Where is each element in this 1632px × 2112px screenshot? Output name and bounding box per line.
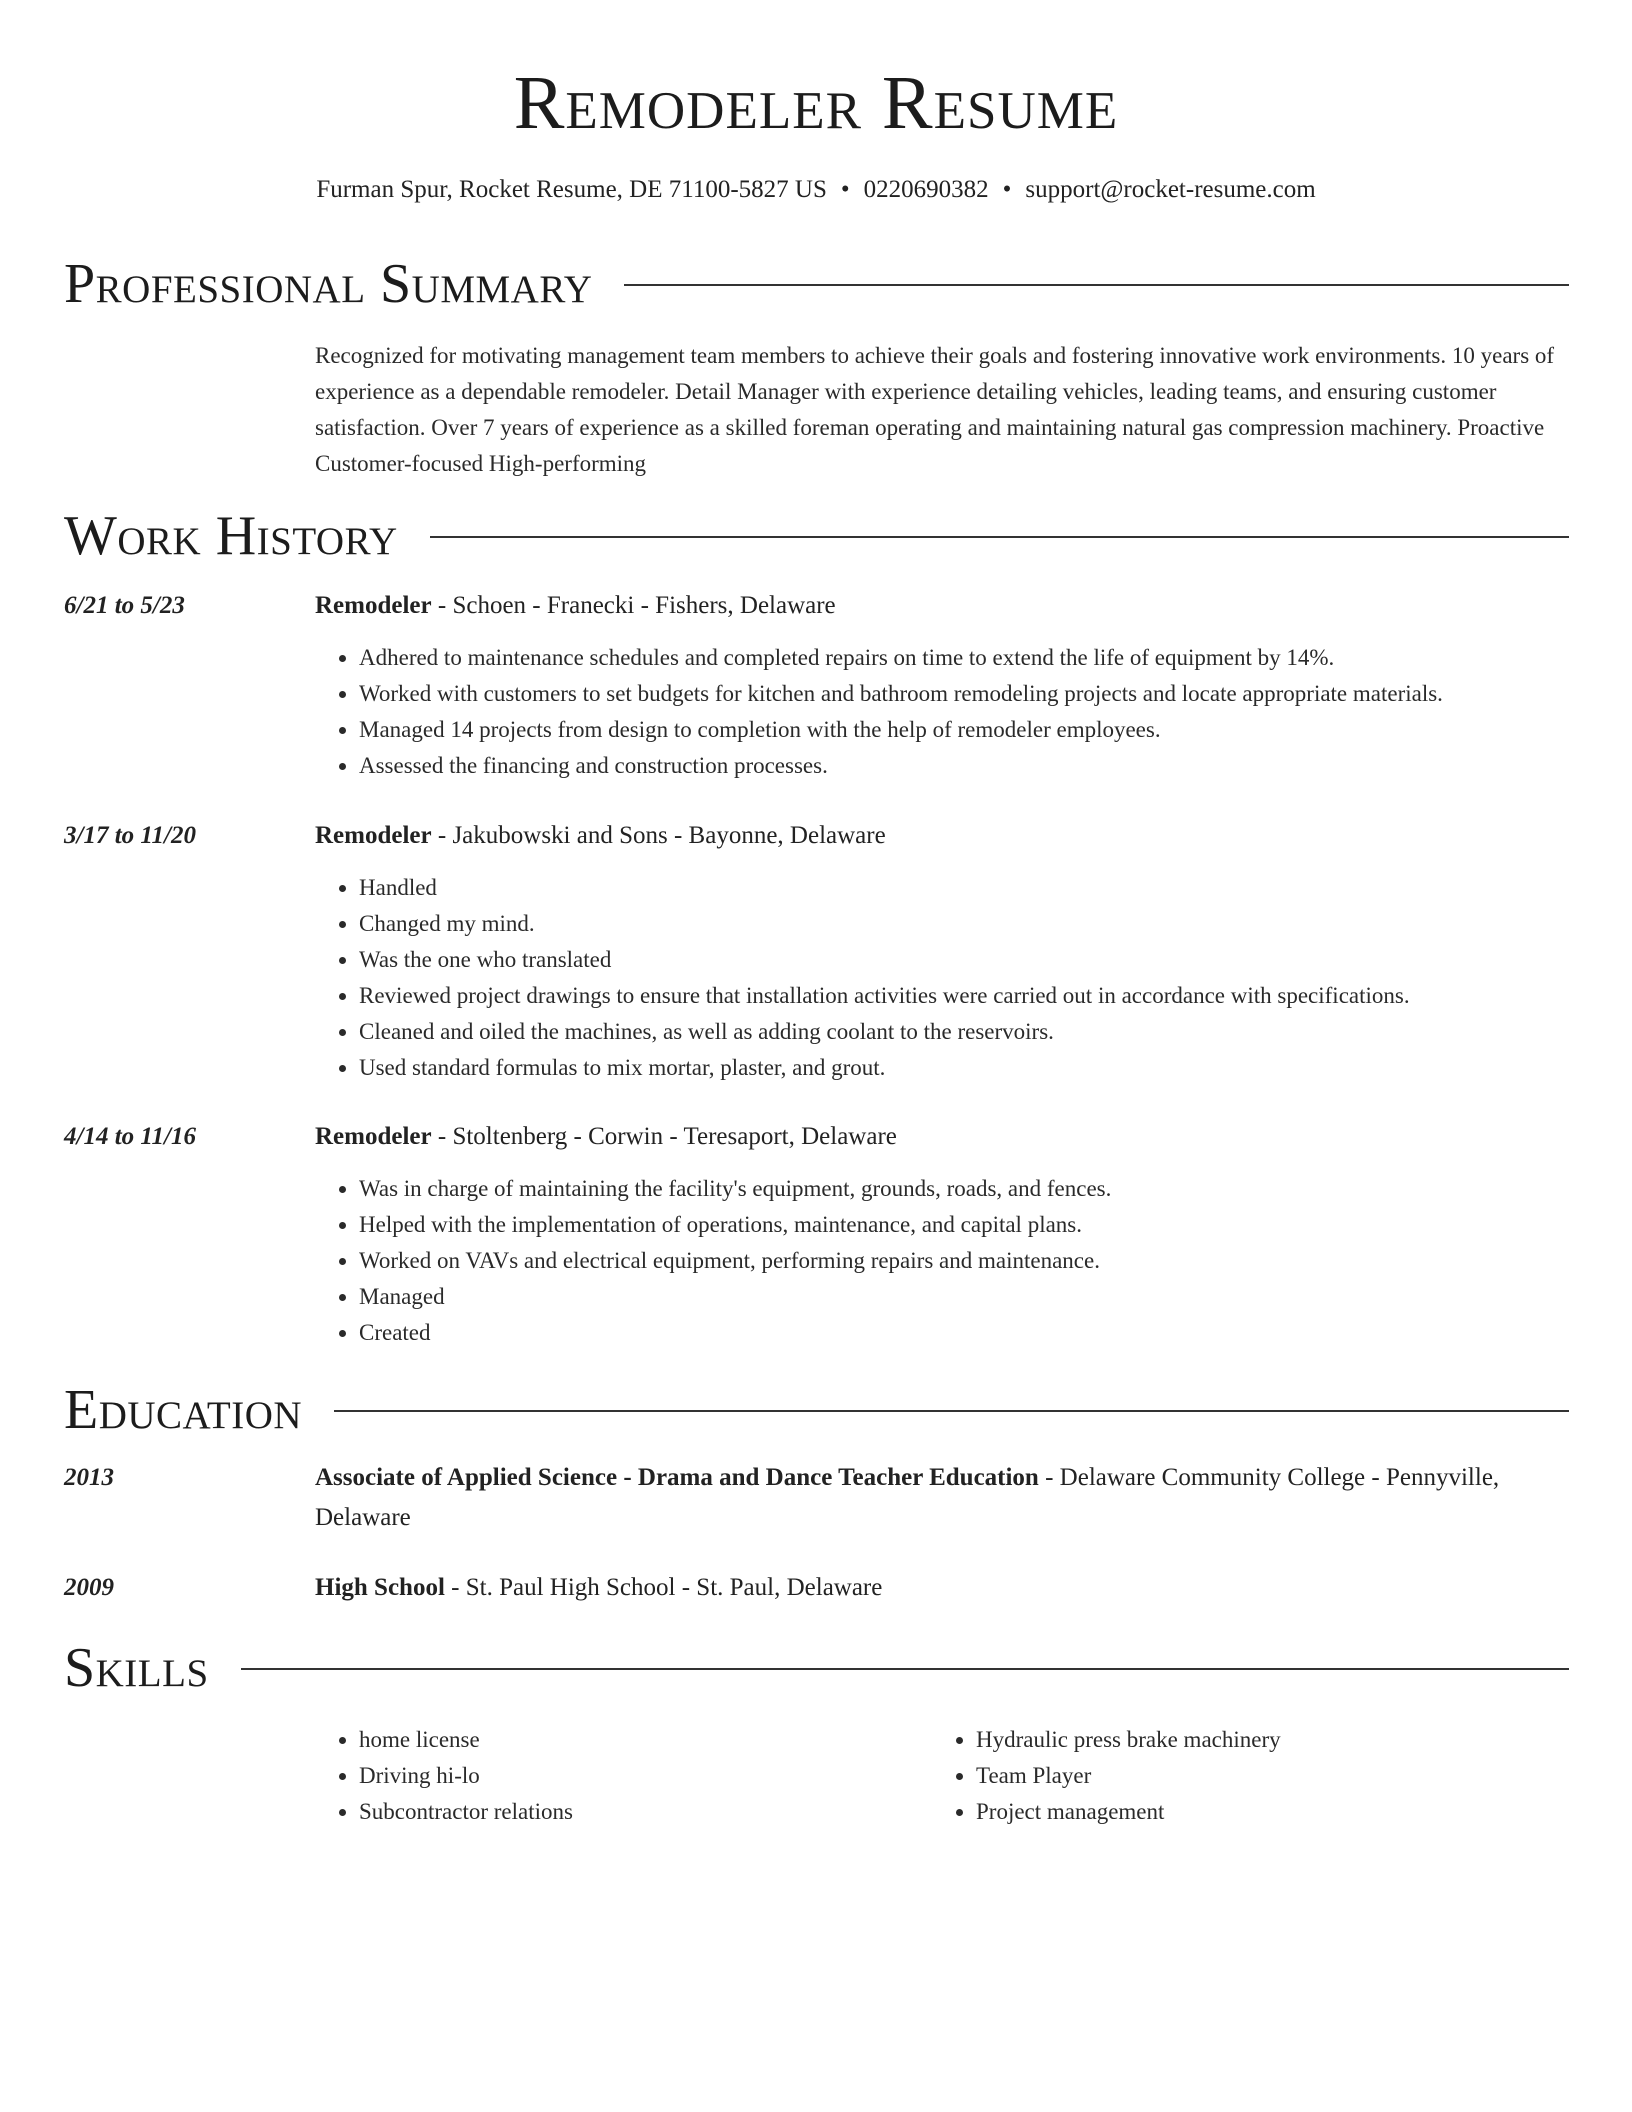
job-dates: 4/14 to 11/16: [64, 1123, 196, 1150]
job-bullet: • Worked on VAVs and electrical equipment, performing repairs and maintenance.: [359, 1243, 1609, 1279]
contact-line: [0, 174, 1632, 206]
contact-email: support@rocket-resume.com: [1025, 176, 1316, 203]
education-entry: [315, 1568, 1565, 1608]
education-details: - St. Paul High School - St. Paul, Delaware: [444, 1574, 883, 1601]
education-details: - Delaware Community College - Pennyville, Delaware: [315, 1464, 1500, 1531]
job-dates: 3/17 to 11/20: [64, 822, 196, 849]
job-bullet: • Managed: [359, 1279, 1609, 1315]
job-bullets: [315, 640, 1609, 784]
skill-item: • Driving hi-lo: [359, 1758, 919, 1794]
education-entry: [315, 1458, 1565, 1538]
skill-item: • home license: [359, 1722, 919, 1758]
section-divider: [624, 284, 1569, 286]
skill-item: • Team Player: [976, 1758, 1536, 1794]
education-year: 2009: [64, 1574, 114, 1601]
job-bullet: • Managed 14 projects from design to completion with the help of remodeler employees.: [359, 712, 1609, 748]
job-bullet: • Cleaned and oiled the machines, as well as adding coolant to the reservoirs.: [359, 1014, 1609, 1050]
section-divider: [334, 1410, 1569, 1412]
contact-address: Furman Spur, Rocket Resume, DE 71100-5827 US: [316, 176, 827, 203]
education-section-header: [64, 1378, 1569, 1442]
job-details: - Stoltenberg - Corwin - Teresaport, Delaware: [431, 1123, 897, 1150]
summary-text: Recognized for motivating management team members to achieve their goals and fostering innovative work environments. 10 years of experience as a dependable remodeler. Detail Manager with experience detailing vehicles, leading teams, and ensuring customer satisfaction. Over 7 years of experience as a skilled foreman operating and maintaining natural gas compression machinery. Proactive Customer-focused High-performing: [315, 343, 1555, 476]
skill-item: • Hydraulic press brake machinery: [976, 1722, 1536, 1758]
contact-separator: •: [1002, 176, 1012, 203]
job-bullet: • Handled: [359, 870, 1609, 906]
job-bullet: • Was the one who translated: [359, 942, 1609, 978]
job-bullet: • Created: [359, 1315, 1609, 1351]
job-bullet: • Reviewed project drawings to ensure that installation activities were carried out in accordance with specifications.: [359, 978, 1609, 1014]
job-bullet: • Assessed the financing and construction processes.: [359, 748, 1609, 784]
job-title: Remodeler: [315, 822, 432, 849]
job-bullet: • Used standard formulas to mix mortar, plaster, and grout.: [359, 1050, 1609, 1086]
skills-list-right: [932, 1722, 1536, 1830]
skills-section-header: [64, 1636, 1569, 1700]
job-dates: 6/21 to 5/23: [64, 592, 185, 619]
job-header: [315, 816, 1565, 856]
job-bullet: • Was in charge of maintaining the facility's equipment, grounds, roads, and fences.: [359, 1171, 1609, 1207]
work-section-header: [64, 504, 1569, 568]
job-details: - Schoen - Franecki - Fishers, Delaware: [431, 592, 836, 619]
section-divider: [241, 1668, 1569, 1670]
job-bullet: • Adhered to maintenance schedules and completed repairs on time to extend the life of equipment by 14%.: [359, 640, 1609, 676]
skills-list-left: [315, 1722, 919, 1830]
resume-title: Remodeler Resume: [513, 61, 1119, 145]
skill-item: • Project management: [976, 1794, 1536, 1830]
job-title: Remodeler: [315, 592, 432, 619]
contact-phone: 0220690382: [863, 176, 989, 203]
skill-item: • Subcontractor relations: [359, 1794, 919, 1830]
section-heading-skills: Skills: [64, 1637, 209, 1699]
job-details: - Jakubowski and Sons - Bayonne, Delaware: [431, 822, 886, 849]
job-bullet: • Helped with the implementation of operations, maintenance, and capital plans.: [359, 1207, 1609, 1243]
education-year: 2013: [64, 1464, 114, 1491]
job-bullets: [315, 870, 1609, 1086]
job-bullets: [315, 1171, 1609, 1351]
job-header: [315, 586, 1565, 626]
section-heading-education: Education: [64, 1379, 303, 1441]
summary-section-header: [64, 252, 1569, 316]
job-bullet: • Changed my mind.: [359, 906, 1609, 942]
job-title: Remodeler: [315, 1123, 432, 1150]
education-degree: Associate of Applied Science - Drama and Dance Teacher Education: [315, 1464, 1039, 1491]
section-divider: [430, 536, 1569, 538]
section-heading-work: Work History: [64, 505, 398, 567]
contact-separator: •: [840, 176, 850, 203]
job-bullet: • Worked with customers to set budgets for kitchen and bathroom remodeling projects and locate appropriate materials.: [359, 676, 1609, 712]
job-header: [315, 1117, 1565, 1157]
education-degree: High School: [315, 1574, 445, 1601]
section-heading-summary: Professional Summary: [64, 253, 593, 315]
